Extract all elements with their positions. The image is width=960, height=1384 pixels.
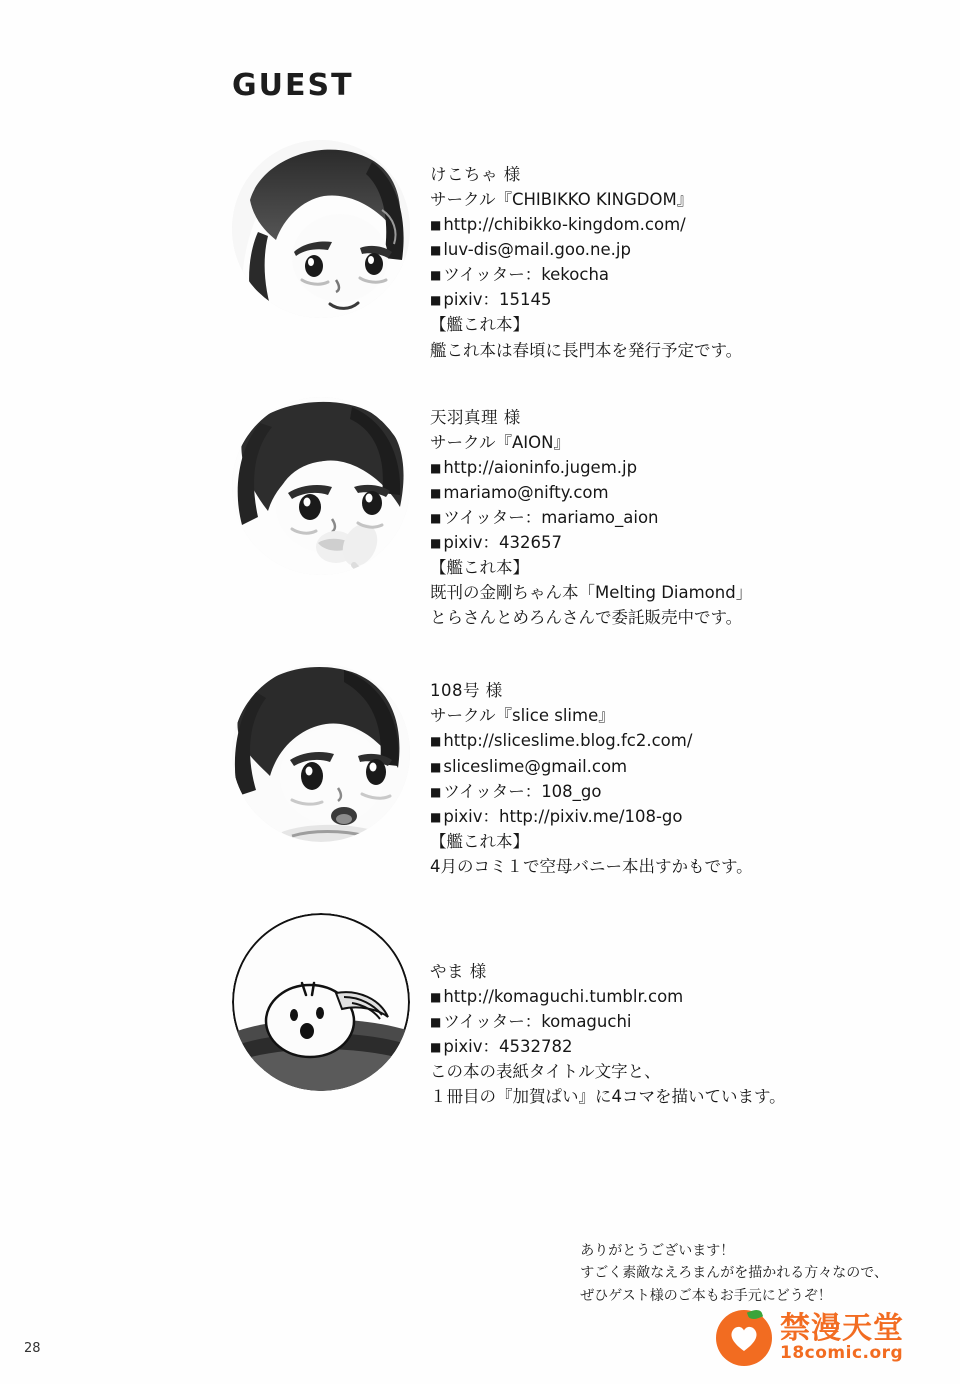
guest-name: 天羽真理 様: [430, 407, 521, 427]
guest-entry: [232, 664, 932, 879]
guest-pixiv[interactable]: ■ pixiv：http://pixiv.me/108-go: [430, 804, 753, 829]
guest-website[interactable]: ■ http://komaguchi.tumblr.com: [430, 984, 786, 1009]
guest-circle: サークル『slice slime』: [430, 706, 615, 726]
guest-website[interactable]: ■ http://aioninfo.jugem.jp: [430, 455, 752, 480]
guest-name: 108号 様: [430, 681, 503, 701]
page-title: GUEST: [232, 68, 354, 103]
page-number: 28: [24, 1341, 41, 1356]
guest-twitter[interactable]: ■ ツイッター：108_go: [430, 779, 753, 804]
guest-pixiv[interactable]: ■ pixiv：4532782: [430, 1034, 786, 1059]
watermark-chinese: 禁漫天堂: [780, 1311, 904, 1347]
closing-line-1: ありがとうございます！: [580, 1243, 735, 1259]
guest-info: [430, 913, 786, 1109]
guest-section-label: 【艦これ本】: [430, 558, 529, 578]
guest-twitter[interactable]: ■ ツイッター：komaguchi: [430, 1009, 786, 1034]
closing-message: [580, 1240, 888, 1307]
guest-section-label: 【艦これ本】: [430, 831, 529, 851]
mascot-blob-character-icon: [232, 913, 410, 1091]
guest-info: [430, 664, 753, 879]
watermark-leaf-icon: [747, 1308, 763, 1321]
guest-website[interactable]: ■ http://chibikko-kingdom.com/: [430, 212, 742, 237]
guest-list: [232, 140, 932, 1143]
watermark-text: [780, 1313, 904, 1362]
guest-email[interactable]: ■ mariamo@nifty.com: [430, 480, 752, 505]
portrait-girl-open-mouth-icon: [232, 664, 410, 842]
guest-note: この本の表紙タイトル文字と、: [430, 1062, 661, 1082]
guest-name: やま 様: [430, 961, 487, 981]
guest-circle: サークル『AION』: [430, 432, 570, 452]
guest-twitter[interactable]: ■ ツイッター：mariamo_aion: [430, 505, 752, 530]
guest-note: 既刊の金剛ちゃん本「Melting Diamond」: [430, 583, 753, 603]
guest-note-2: １冊目の『加賀ぱい』に4コマを描いています。: [430, 1087, 786, 1107]
guest-name: けこちゃ 様: [430, 165, 521, 184]
closing-line-3: ぜひゲスト様のご本もお手元にどうぞ！: [580, 1287, 832, 1304]
guest-website[interactable]: ■ http://sliceslime.blog.fc2.com/: [430, 728, 753, 753]
guest-email[interactable]: ■ luv-dis@mail.goo.ne.jp: [430, 237, 742, 262]
guest-twitter[interactable]: ■ ツイッター：kekocha: [430, 262, 742, 287]
guest-info: [430, 397, 752, 631]
guest-entry: [232, 140, 932, 363]
guest-note: 4月のコミ１で空母バニー本出すかもです。: [430, 856, 753, 876]
guest-note-2: とらさんとめろんさんで委託販売中です。: [430, 608, 743, 628]
watermark-english: 18comic.org: [780, 1342, 904, 1363]
guest-pixiv[interactable]: ■ pixiv：432657: [430, 530, 752, 555]
closing-line-2: すごく素敵なえろまんがを描かれる方々なので、: [580, 1265, 888, 1282]
site-watermark: [716, 1310, 904, 1366]
portrait-girl-fellatio-icon: [232, 397, 410, 575]
guest-circle: サークル『CHIBIKKO KINGDOM』: [430, 190, 694, 210]
watermark-logo-icon: [716, 1310, 772, 1366]
guest-entry: [232, 913, 932, 1109]
guest-email[interactable]: ■ sliceslime@gmail.com: [430, 754, 753, 779]
portrait-girl-blushing-icon: [232, 140, 410, 318]
guest-info: [430, 140, 742, 363]
guest-pixiv[interactable]: ■ pixiv：15145: [430, 287, 742, 312]
guest-entry: [232, 397, 932, 631]
guest-section-label: 【艦これ本】: [430, 315, 529, 335]
guest-note: 艦これ本は春頃に長門本を発行予定です。: [430, 340, 743, 360]
